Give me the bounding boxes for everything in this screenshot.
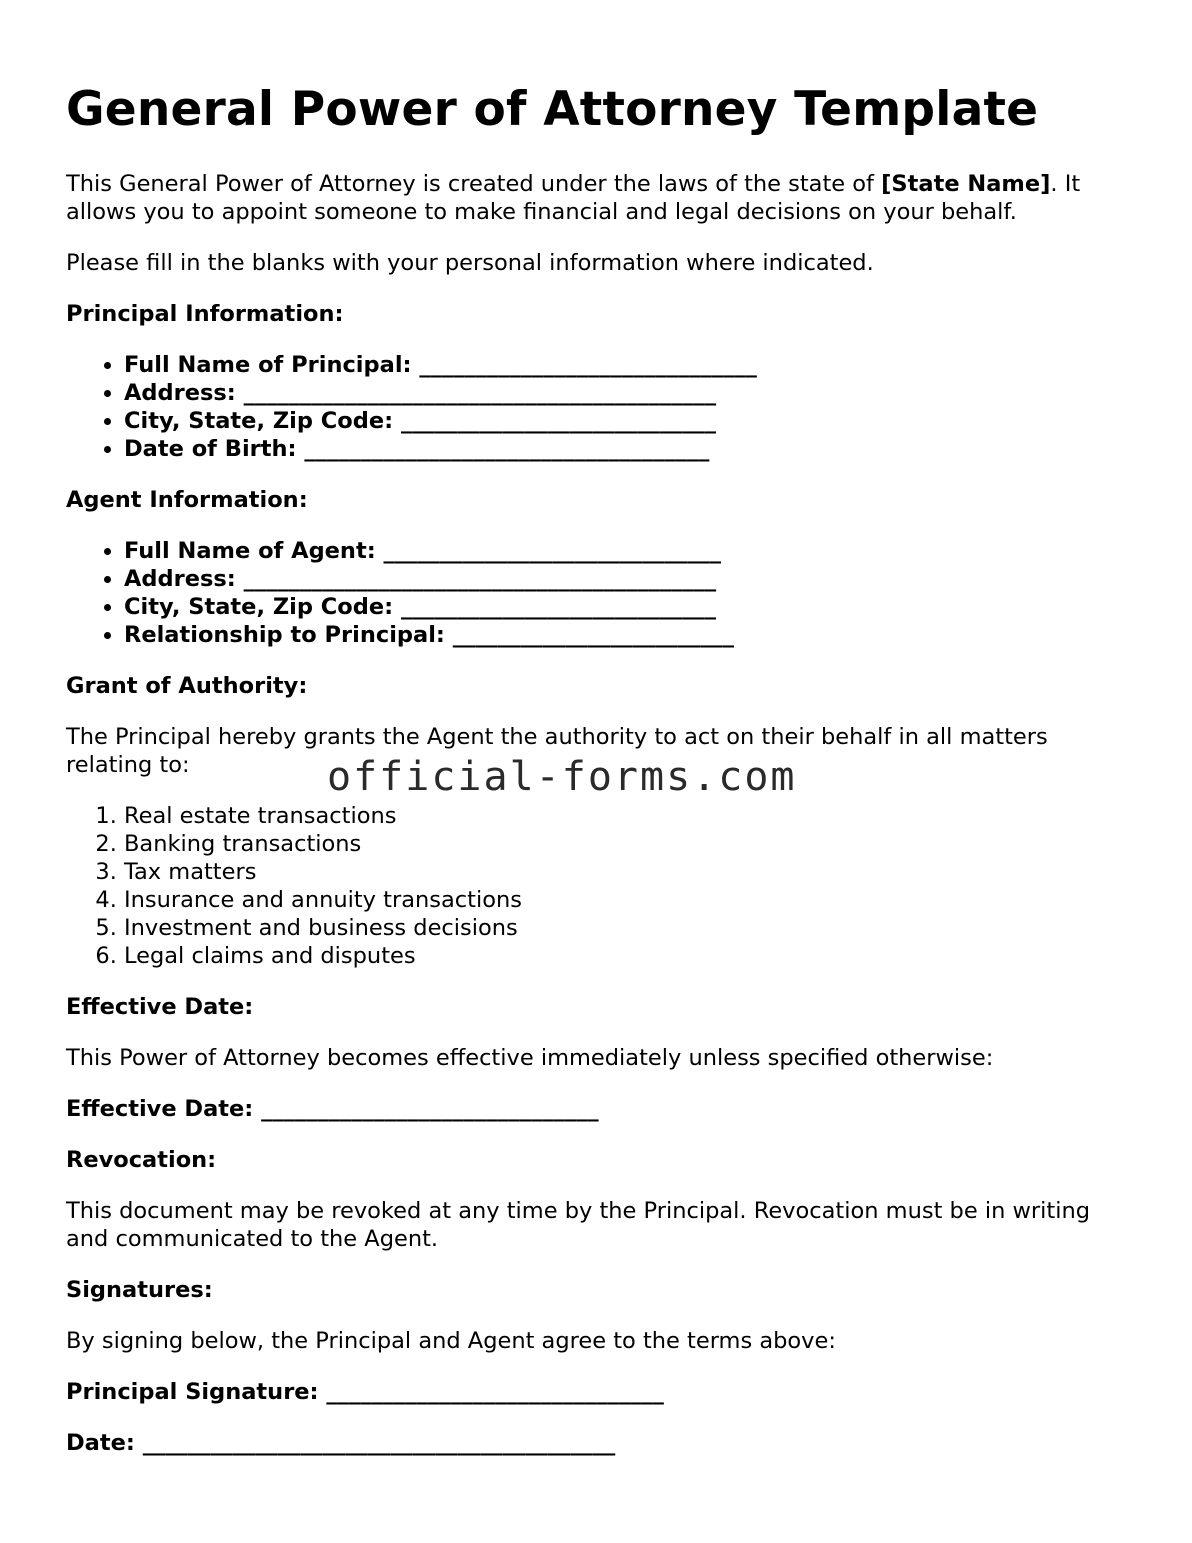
principal-date-of-birth-field[interactable]: • Date of Birth: ____________________________________: [124, 435, 1136, 463]
authority-item: 3. Tax matters: [124, 858, 1136, 886]
authority-item: 6. Legal claims and disputes: [124, 942, 1136, 970]
agent-full-name-field[interactable]: • Full Name of Agent: ______________________________: [124, 537, 1136, 565]
grant-of-authority-heading: Grant of Authority:: [66, 673, 308, 699]
authority-item: 1. Real estate transactions: [124, 802, 1136, 830]
principal-address-field[interactable]: • Address: __________________________________________: [124, 379, 1136, 407]
effective-date-text: This Power of Attorney becomes effective immediately unless specified otherwise:: [66, 1045, 994, 1071]
principal-info-heading: Principal Information:: [66, 301, 344, 327]
effective-date-heading: Effective Date:: [66, 994, 254, 1020]
principal-signature-field[interactable]: Principal Signature: ______________________________: [66, 1379, 664, 1405]
agent-relationship-field[interactable]: • Relationship to Principal: _________________________: [124, 621, 1136, 649]
principal-full-name-field[interactable]: • Full Name of Principal: ______________________________: [124, 351, 1136, 379]
agent-address-field[interactable]: • Address: __________________________________________: [124, 565, 1136, 593]
intro-paragraph: [66, 170, 1136, 226]
grant-of-authority-text: The Principal hereby grants the Agent the authority to act on their behalf in all matters relating to:: [66, 724, 1048, 778]
instructions-paragraph: Please fill in the blanks with your personal information where indicated.: [66, 250, 874, 276]
watermark: official-forms.com: [327, 754, 797, 800]
agent-fields-list: [66, 537, 1136, 649]
revocation-text: This document may be revoked at any time by the Principal. Revocation must be in writing and communicated to the Agent.: [66, 1198, 1091, 1252]
intro-text-before: This General Power of Attorney is created under the laws of the state of: [66, 171, 882, 197]
signature-date-field[interactable]: Date: __________________________________________: [66, 1430, 616, 1456]
document-title: General Power of Attorney Template: [66, 82, 1039, 137]
authority-item: 2. Banking transactions: [124, 830, 1136, 858]
revocation-heading: Revocation:: [66, 1147, 217, 1173]
authority-item: 5. Investment and business decisions: [124, 914, 1136, 942]
principal-fields-list: [66, 351, 1136, 463]
principal-city-state-zip-field[interactable]: • City, State, Zip Code: ____________________________: [124, 407, 1136, 435]
agent-city-state-zip-field[interactable]: • City, State, Zip Code: ____________________________: [124, 593, 1136, 621]
agent-info-heading: Agent Information:: [66, 487, 308, 513]
authority-item: 4. Insurance and annuity transactions: [124, 886, 1136, 914]
authority-matters-list: [66, 802, 1136, 970]
state-name-placeholder: [State Name]: [881, 171, 1051, 197]
signatures-heading: Signatures:: [66, 1277, 213, 1303]
effective-date-field[interactable]: Effective Date: ______________________________: [66, 1096, 599, 1122]
intro-text-after: . It allows you to appoint someone to make financial and legal decisions on your behalf.: [66, 171, 1081, 225]
signatures-text: By signing below, the Principal and Agent agree to the terms above:: [66, 1328, 836, 1354]
